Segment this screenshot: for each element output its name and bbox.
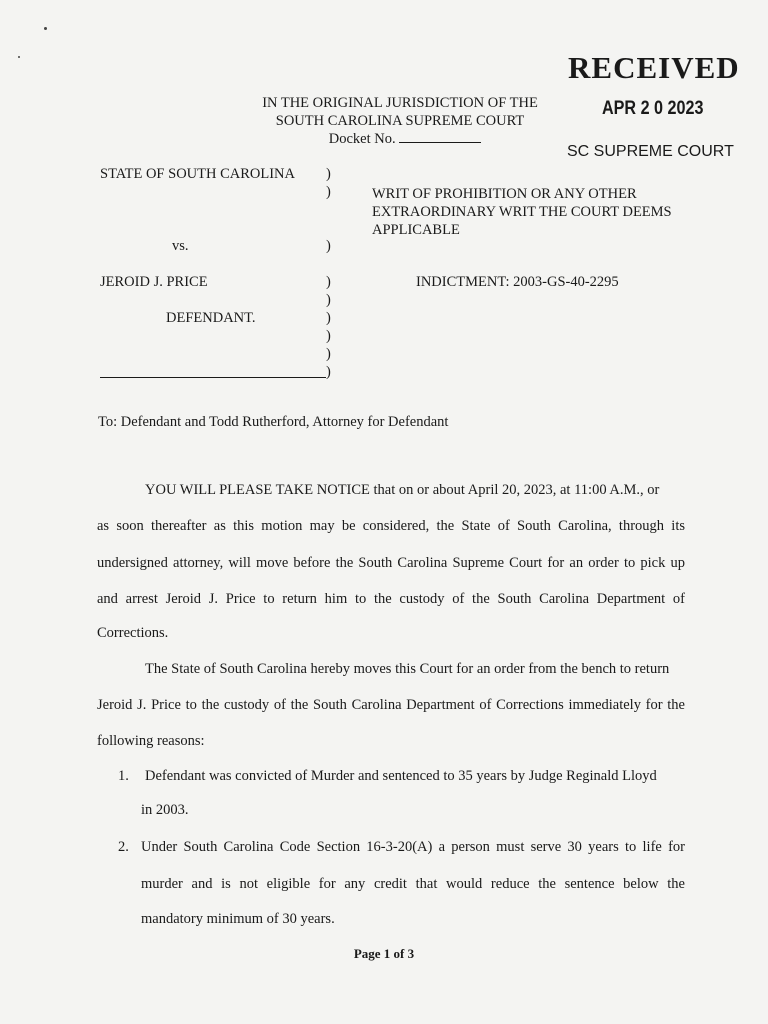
caption-paren: ) [326,328,331,344]
reason-line: Defendant was convicted of Murder and sentenced to 35 years by Judge Reginald Lloyd [145,768,657,784]
caption-paren: ) [326,238,331,254]
defendant-label: DEFENDANT. [166,310,256,326]
caption-underline [100,377,326,378]
motion-paragraph-line: Jeroid J. Price to the custody of the South Carolina Department of Corrections immediately for the [97,697,685,713]
notice-paragraph-line: YOU WILL PLEASE TAKE NOTICE that on or about April 20, 2023, at 11:00 A.M., or [145,482,660,498]
caption-paren: ) [326,274,331,290]
notice-paragraph-line: as soon thereafter as this motion may be considered, the State of South Carolina, through its [97,518,685,534]
received-date: APR 2 0 2023 [602,98,704,119]
page-number: Page 1 of 3 [353,946,415,961]
scan-speck [44,27,47,30]
reason-number: 2. [118,839,129,855]
caption-paren: ) [326,184,331,200]
indictment-number: INDICTMENT: 2003-GS-40-2295 [416,274,619,290]
caption-paren: ) [326,292,331,308]
caption-paren: ) [326,166,331,182]
reason-line: in 2003. [141,802,189,818]
scan-speck [18,56,20,58]
reason-line: murder and is not eligible for any credit that would reduce the sentence below the [141,876,685,892]
caption-paren: ) [326,346,331,362]
reason-number: 1. [118,768,129,784]
versus: vs. [172,238,189,254]
caption-paren: ) [326,310,331,326]
notice-paragraph-line: and arrest Jeroid J. Price to return him to the custody of the South Carolina Department of [97,591,685,607]
motion-paragraph-line: The State of South Carolina hereby moves this Court for an order from the bench to return [145,661,670,677]
reason-line: mandatory minimum of 30 years. [141,911,335,927]
docket-number [220,130,580,148]
caption-paren: ) [326,364,331,380]
notice-paragraph-line: Corrections. [97,625,169,641]
docket-blank [399,130,481,143]
defendant-name: JEROID J. PRICE [100,274,208,290]
court-header-line1: IN THE ORIGINAL JURISDICTION OF THE [262,95,538,111]
received-stamp: RECEIVED [568,50,740,85]
addressee-line: To: Defendant and Todd Rutherford, Attorney for Defendant [98,414,449,430]
received-court: SC SUPREME COURT [567,143,734,160]
docket-label: Docket No. [328,131,396,147]
court-header-line2: SOUTH CAROLINA SUPREME COURT [275,113,525,129]
plaintiff-name: STATE OF SOUTH CAROLINA [100,166,295,182]
motion-paragraph-line: following reasons: [97,733,205,749]
reason-line: Under South Carolina Code Section 16-3-20(A) a person must serve 30 years to life for [141,839,685,855]
writ-title: WRIT OF PROHIBITION OR ANY OTHER EXTRAORDINARY WRIT THE COURT DEEMS APPLICABLE [372,186,672,238]
court-header [220,94,580,148]
notice-paragraph-line: undersigned attorney, will move before the South Carolina Supreme Court for an order to pick up [97,555,685,571]
